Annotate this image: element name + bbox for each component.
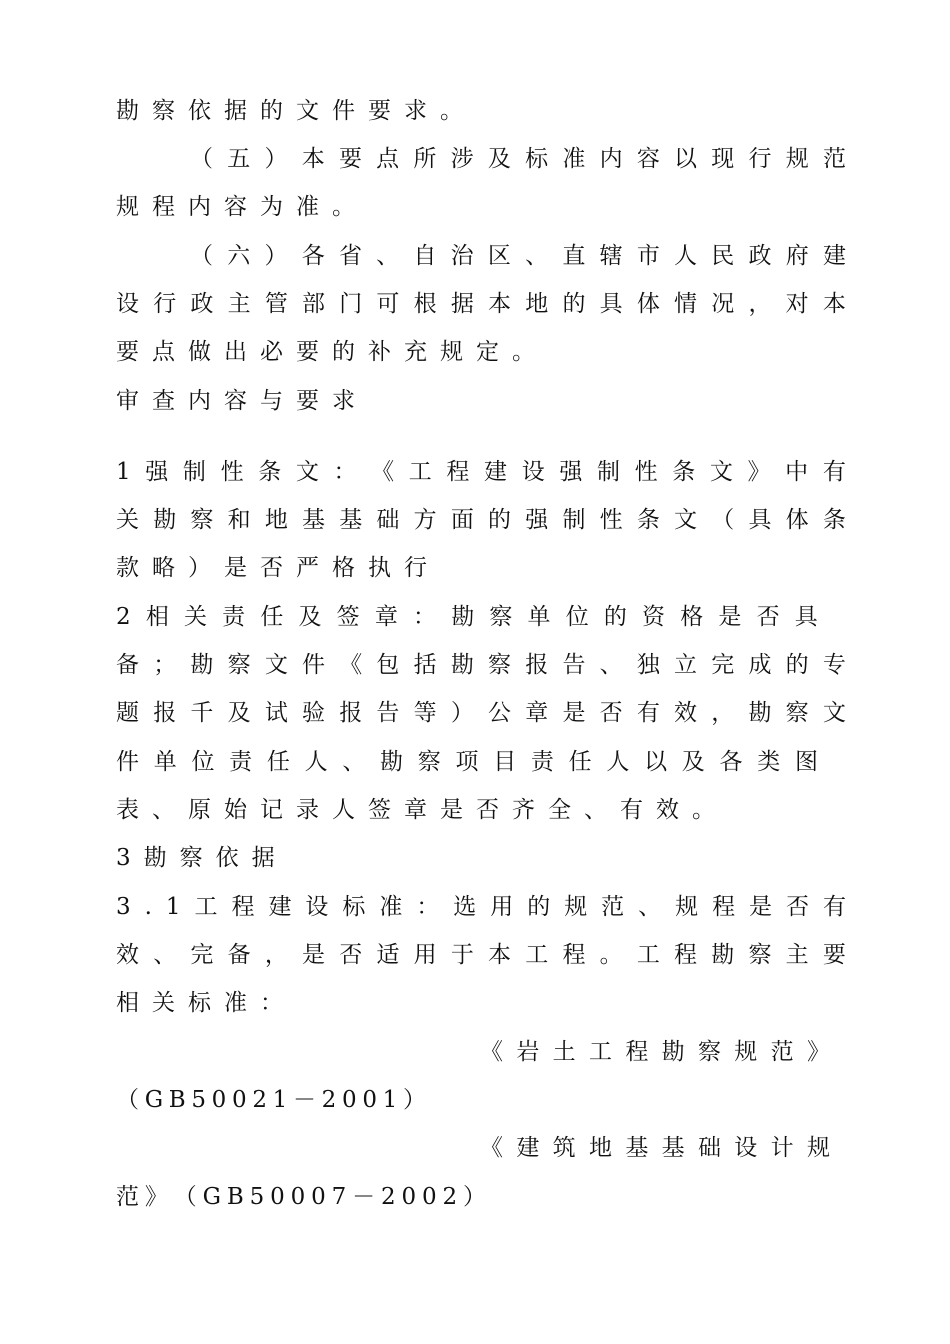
text-line: （ G B 5 0 0 2 1 － 2 0 0 1 ） xyxy=(116,1087,426,1113)
text-line: 表 、 原 始 记 录 人 签 章 是 否 齐 全 、 有 效 。 xyxy=(116,797,715,823)
text-line: 件 单 位 责 任 人 、 勘 察 项 目 责 任 人 以 及 各 类 图 xyxy=(116,749,818,775)
text-line: 效 、 完 备 ， 是 否 适 用 于 本 工 程 。 工 程 勘 察 主 要 xyxy=(116,942,846,968)
text-line: 要 点 做 出 必 要 的 补 充 规 定 。 xyxy=(116,339,535,365)
text-line: 审 查 内 容 与 要 求 xyxy=(116,388,355,414)
text-line: 关 勘 察 和 地 基 基 础 方 面 的 强 制 性 条 文 （ 具 体 条 xyxy=(116,507,846,533)
text-line: 范 》 （ G B 5 0 0 0 7 － 2 0 0 2 ） xyxy=(116,1184,486,1210)
text-line: 2 相 关 责 任 及 签 章 ： 勘 察 单 位 的 资 格 是 否 具 xyxy=(116,604,818,630)
text-line: （ 五 ） 本 要 点 所 涉 及 标 准 内 容 以 现 行 规 范 xyxy=(190,146,846,172)
text-line: 1 强 制 性 条 文 ： 《 工 程 建 设 强 制 性 条 文 》 中 有 xyxy=(116,459,846,485)
text-line: 备 ； 勘 察 文 件 《 包 括 勘 察 报 告 、 独 立 完 成 的 专 xyxy=(116,652,846,678)
text-line: 相 关 标 准 ： xyxy=(116,990,283,1016)
text-line: 勘 察 依 据 的 文 件 要 求 。 xyxy=(116,98,463,124)
text-line: 设 行 政 主 管 部 门 可 根 据 本 地 的 具 体 情 况 ， 对 本 xyxy=(116,291,846,317)
text-line: 《 建 筑 地 基 基 础 设 计 规 xyxy=(480,1135,830,1161)
text-line: （ 六 ） 各 省 、 自 治 区 、 直 辖 市 人 民 政 府 建 xyxy=(190,243,846,269)
text-line: 规 程 内 容 为 准 。 xyxy=(116,194,355,220)
text-line: 3 . 1 工 程 建 设 标 准 ： 选 用 的 规 范 、 规 程 是 否 有 xyxy=(116,894,846,920)
text-line: 款 略 ） 是 否 严 格 执 行 xyxy=(116,555,427,581)
text-line: 题 报 千 及 试 验 报 告 等 ） 公 章 是 否 有 效 ， 勘 察 文 xyxy=(116,700,846,726)
text-line: 《 岩 土 工 程 勘 察 规 范 》 xyxy=(480,1039,830,1065)
text-line: 3 勘 察 依 据 xyxy=(116,845,275,871)
